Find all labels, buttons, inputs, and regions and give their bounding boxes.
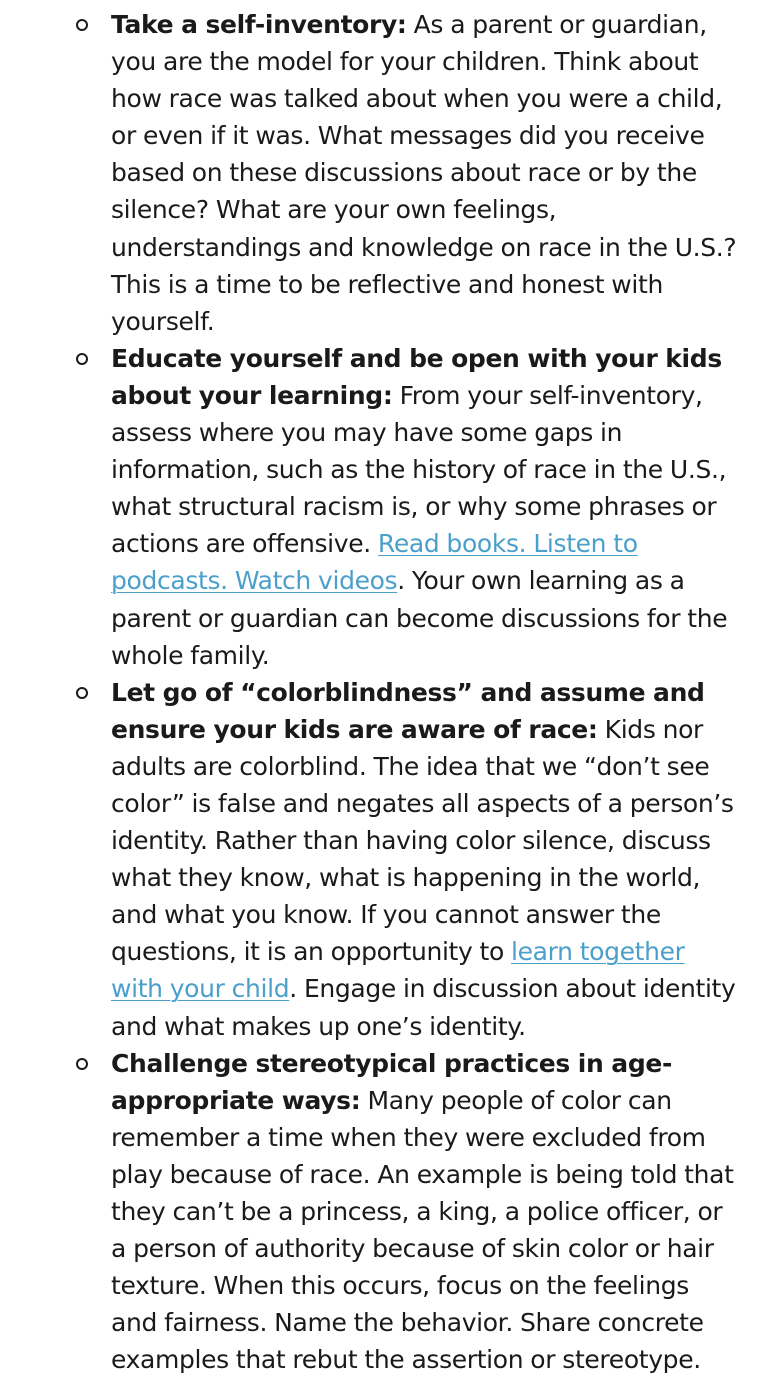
hollow-circle-bullet-icon [76, 19, 88, 31]
hollow-circle-bullet-icon [76, 1058, 88, 1070]
list-item-colorblindness [0, 674, 768, 1045]
list-item-challenge-stereotypes [0, 1045, 768, 1379]
item-text: . Engage in discussion about identity and what makes up one’s identity. [111, 974, 736, 1041]
hollow-circle-bullet-icon [76, 687, 88, 699]
item-heading: Take a self-inventory: [111, 10, 407, 39]
item-text: As a parent or guardian, you are the model for your children. Think about how race was talked about when you were a child, or even if it was. What messages did you receive based on these discussions about race or by the silence? What are your own feelings, understandings and knowledge on race in the U.S.? This is a time to be reflective and honest with yourself. [111, 10, 737, 336]
item-text: Kids nor adults are colorblind. The idea that we “don’t see color” is false and negates all aspects of a person’s identity. Rather than having color silence, discuss what they know, what is happening in the world, and what you know. If you cannot answer the questions, it is an opportunity to [111, 714, 734, 967]
tips-list [0, 6, 768, 1378]
article-body [0, 6, 768, 1378]
list-item-educate-yourself [0, 340, 768, 674]
item-text: . Your own learning as a parent or guardian can become discussions for the whole family. [111, 566, 728, 670]
learn-together-link[interactable]: learn together with your child [111, 937, 685, 1004]
item-heading: Educate yourself and be open with your kids about your learning: [111, 343, 722, 410]
list-item-self-inventory [0, 6, 768, 340]
hollow-circle-bullet-icon [76, 353, 88, 365]
item-heading: Let go of “colorblindness” and assume and ensure your kids are aware of race: [111, 677, 705, 744]
item-heading: Challenge stereotypical practices in age-appropriate ways: [111, 1048, 672, 1115]
resources-link[interactable]: Read books. Listen to podcasts. Watch videos [111, 529, 638, 596]
item-text: Many people of color can remember a time when they were excluded from play because of race. An example is being told that they can’t be a princess, a king, a police officer, or a person of authority because of skin color or hair texture. When this occurs, focus on the feelings and fairness. Name the behavior. Share concrete examples that rebut the assertion or stereotype. [111, 1085, 734, 1375]
item-text: From your self-inventory, assess where you may have some gaps in information, such as the history of race in the U.S., what structural racism is, or why some phrases or actions are offensive. [111, 380, 727, 559]
